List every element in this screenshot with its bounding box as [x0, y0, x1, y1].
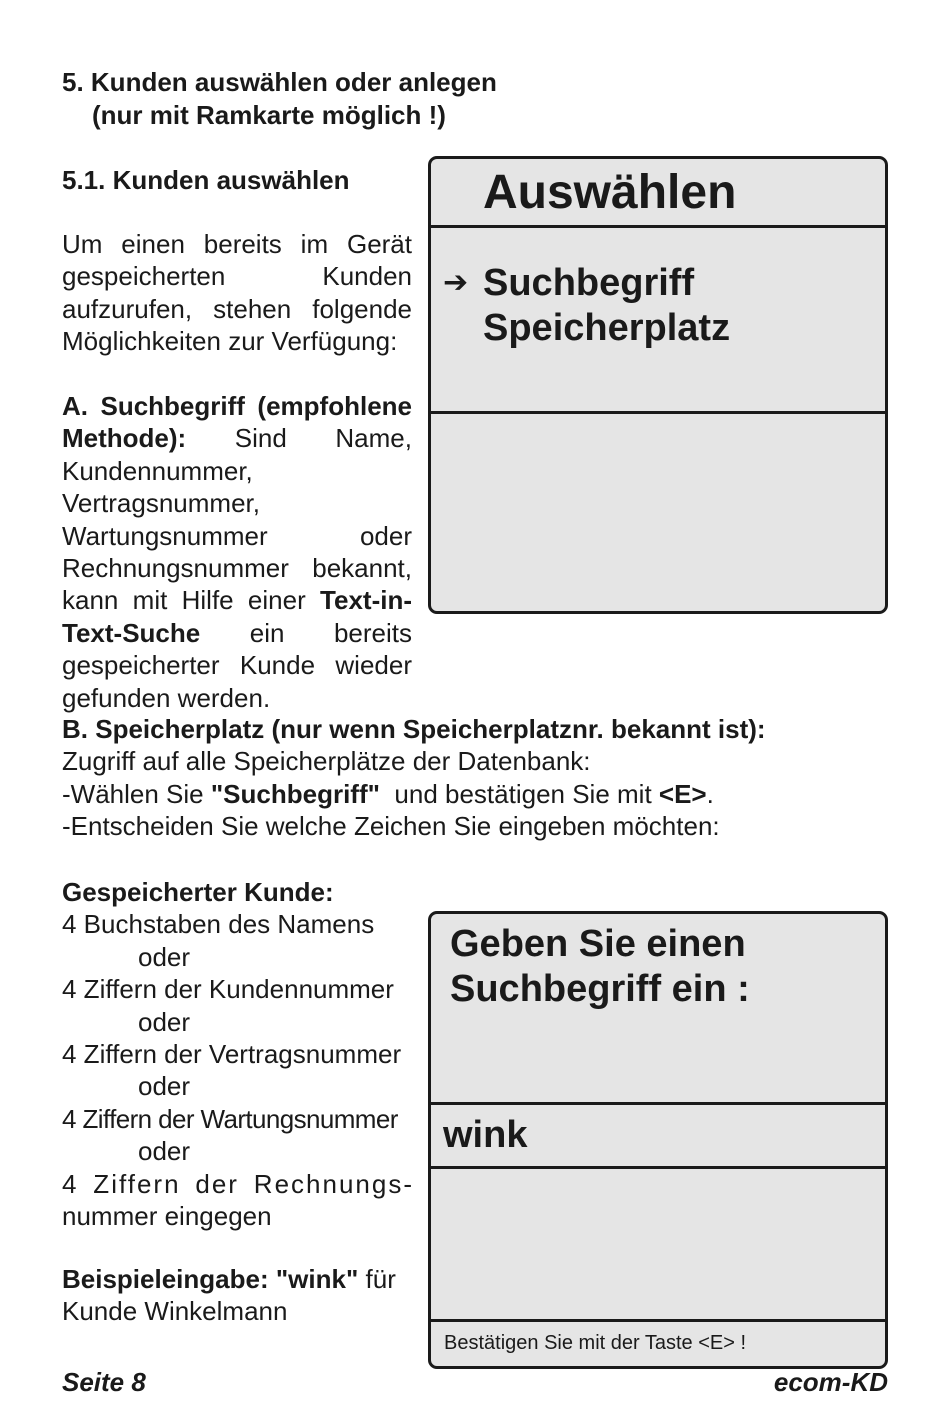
option-b-line-2: [62, 778, 892, 810]
list-item: 4 Buchstaben des Namens: [62, 909, 375, 940]
search-input[interactable]: [431, 1105, 885, 1169]
heading-line-1: 5. Kunden auswählen oder anlegen: [62, 67, 497, 97]
example-desc: für Kunde Winkelmann: [62, 1264, 396, 1327]
option-b-line-2-key: <E>: [658, 778, 707, 809]
example-paragraph: [62, 1263, 412, 1328]
option-b-line-1: Zugriff auf alle Speicherplätze der Datenbank:: [62, 746, 591, 777]
stored-customer-list: [62, 876, 414, 1232]
display-prompt-area: [431, 914, 885, 1105]
list-separator: oder: [138, 1136, 191, 1167]
list-separator: oder: [138, 1006, 191, 1037]
option-a-paragraph: [62, 390, 412, 714]
option-a-label: A. Suchbegriff (empfohlene Methode):: [62, 391, 412, 454]
list-item: 4 Ziffern der Wartungsnummer: [62, 1103, 398, 1134]
menu-item-suchbegriff[interactable]: Suchbegriff: [483, 262, 695, 304]
intro-text: Um einen bereits im Gerät gespeicherten Kunden aufzurufen, stehen folgende Möglichkeiten zur Verfügung:: [62, 229, 412, 357]
stored-customer-title: Gespeicherter Kunde:: [62, 877, 334, 907]
display-menu: [431, 228, 885, 414]
example-label: Beispieleingabe: "wink": [62, 1264, 359, 1294]
list-separator: oder: [138, 941, 191, 972]
display-hint: Bestätigen Sie mit der Taste <E> !: [444, 1332, 747, 1354]
option-b-paragraph: [62, 713, 892, 843]
display-hint-area: [431, 1319, 885, 1366]
list-item: 4 Ziffern der Rechnungs-: [62, 1168, 414, 1199]
option-b-line-2-pre: -Wählen Sie: [62, 778, 211, 809]
example-text: [62, 1263, 412, 1328]
display-prompt: [450, 922, 750, 1012]
list-item: 4 Ziffern der Kundennummer: [62, 974, 394, 1005]
option-b-title: B. Speicherplatz (nur wenn Speicherplatznr. bekannt ist):: [62, 714, 766, 744]
intro-paragraph: [62, 228, 412, 358]
list-item: 4 Ziffern der Vertragsnummer: [62, 1039, 402, 1070]
option-a-emphasis: Text-in-Text-Suche: [62, 585, 412, 648]
display-title-area: [431, 159, 885, 228]
list-item-continuation: nummer eingegen: [62, 1201, 272, 1232]
arrow-right-icon: ➔: [443, 266, 469, 299]
prompt-line-1: Geben Sie einen: [450, 923, 746, 965]
search-input-value: wink: [443, 1114, 528, 1156]
subsection-title: 5.1. Kunden auswählen: [62, 165, 350, 195]
option-a-desc-2: ein bereits gespeicherter Kunde wieder gefunden werden.: [62, 617, 412, 713]
device-display-search: [428, 911, 888, 1369]
device-display-select: [428, 156, 888, 614]
option-a-text: [62, 390, 412, 714]
heading-line-2: (nur mit Ramkarte möglich !): [92, 100, 446, 130]
section-heading: [62, 66, 497, 132]
product-name: ecom-KD: [773, 1367, 888, 1397]
option-b-line-2-keyword: "Suchbegriff": [210, 778, 380, 809]
option-b-line-2-post: .: [706, 778, 714, 809]
option-a-desc-1: Sind Name, Kundennummer, Vertragsnummer, Wartungsnummer oder Rechnungsnummer bekannt, kann mit Hilfe einer: [62, 423, 412, 616]
page-number: Seite 8: [62, 1367, 146, 1397]
option-b-line-2-mid: und bestätigen Sie mit: [379, 778, 659, 809]
list-separator: oder: [138, 1071, 191, 1102]
prompt-line-2: Suchbegriff ein :: [450, 968, 750, 1010]
menu-item-speicherplatz[interactable]: Speicherplatz: [483, 307, 731, 349]
display-title: Auswählen: [483, 166, 737, 219]
option-b-line-3: -Entscheiden Sie welche Zeichen Sie eingeben möchten:: [62, 811, 720, 842]
